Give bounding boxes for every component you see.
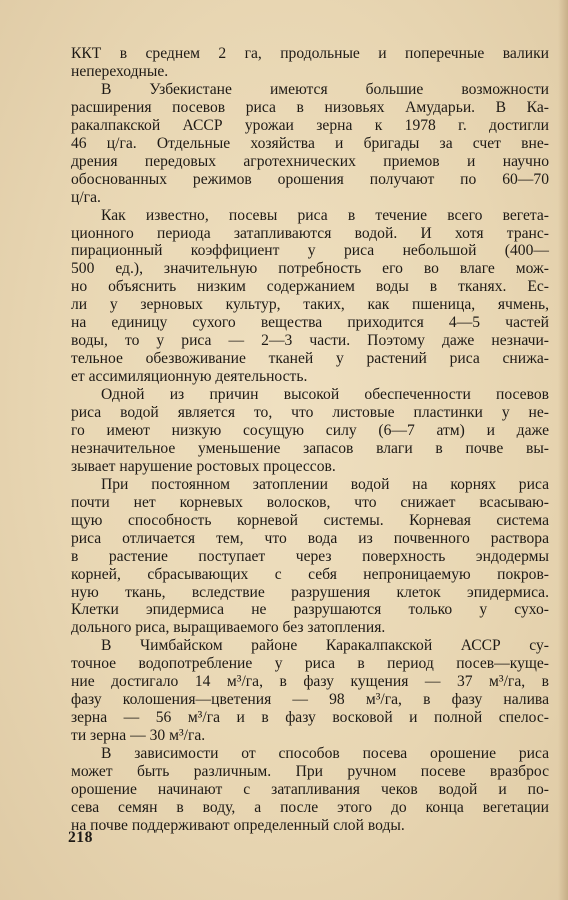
- text-line: на единицу сухого вещества приходится 4—5 частей: [71, 314, 549, 332]
- text-line: обоснованных режимов орошения получают по 60—70: [71, 170, 549, 188]
- text-line: ционного периода затапливаются водой. И хотя транс-: [71, 224, 549, 242]
- text-line: Одной из причин высокой обеспеченности посевов: [101, 386, 549, 404]
- text-line: 500 ед.), значительную потребность его во влаге мож-: [71, 260, 549, 278]
- text-line: дрения передовых агротехнических приемов и научно: [71, 152, 549, 170]
- text-line: ти зерна — 30 м³/га.: [71, 727, 206, 745]
- text-line: зывает нарушение ростовых процессов.: [71, 457, 336, 475]
- text-line: корней, сбрасывающих с себя непроницаемую покров-: [71, 565, 549, 583]
- text-line: ц/га.: [71, 188, 101, 206]
- text-line: щую способность корневой системы. Корневая система: [71, 511, 549, 529]
- text-line: риса водой является то, что листовые пластинки у не-: [71, 404, 549, 421]
- text-line: го имеют низкую сосущую силу (6—7 атм) и даже: [71, 421, 549, 439]
- text-line: на почве поддерживают определенный слой воды.: [71, 816, 405, 834]
- text-line: незначительное уменьшение запасов влаги в почве вы-: [71, 439, 549, 457]
- text-line: Как известно, посевы риса в течение всего вегета-: [101, 206, 549, 224]
- text-line: точное водопотребление у риса в период посев—куще-: [71, 655, 549, 673]
- text-line: сева семян в воду, а после этого до конца вегетации: [71, 798, 549, 816]
- text-line: В зависимости от способов посева орошение риса: [101, 745, 549, 763]
- text-line: 46 ц/га. Отдельные хозяйства и бригады за счет вне-: [71, 134, 549, 152]
- text-line: в растение поступает через поверхность эндодермы: [71, 547, 549, 565]
- text-line: ную ткань, вследствие разрушения клеток эпидермиса.: [71, 583, 549, 601]
- text-line: ет ассимиляционную деятельность.: [71, 368, 308, 386]
- text-line: пирационный коэффициент у риса небольшой (400—: [71, 242, 549, 260]
- text-line: непереходные.: [71, 62, 169, 80]
- text-line: почти нет корневых волосков, что снижает всасываю-: [71, 493, 549, 511]
- text-line: ние достигало 14 м³/га, в фазу кущения — 37 м³/га, в: [71, 673, 549, 691]
- text-line: ракалпакской АССР урожаи зерна к 1978 г. достигли: [71, 116, 549, 134]
- text-line: ли у зерновых культур, таких, как пшеница, ячмень,: [71, 296, 549, 314]
- text-line: фазу колошения—цветения — 98 м³/га, в фазу налива: [71, 691, 549, 709]
- text-line: орошение начинают с затапливания чеков водой и по-: [71, 780, 549, 798]
- text-line: ККТ в среднем 2 га, продольные и поперечные валики: [71, 45, 549, 62]
- text-line: может быть различным. При ручном посеве вразброс: [71, 763, 549, 780]
- text-line: В Чимбайском районе Каракалпакской АССР су-: [101, 637, 549, 655]
- page-number: 218: [68, 829, 93, 846]
- text-line: воды, то у риса — 2—3 части. Поэтому даже незначи-: [71, 332, 549, 350]
- text-line: расширения посевов риса в низовьях Амударьи. В Ка-: [71, 98, 549, 116]
- text-line: При постоянном затоплении водой на корнях риса: [101, 475, 549, 493]
- text-line: дольного риса, выращиваемого без затопления.: [71, 619, 386, 637]
- text-line: риса отличается тем, что вода из почвенного раствора: [71, 529, 549, 547]
- text-line: Клетки эпидермиса не разрушаются только у сухо-: [71, 601, 549, 619]
- text-line: но объяснить низким содержанием воды в тканях. Ес-: [71, 278, 549, 296]
- text-line: В Узбекистане имеются большие возможности: [101, 80, 549, 98]
- text-line: зерна — 56 м³/га и в фазу восковой и полной спелос-: [71, 709, 549, 727]
- text-line: тельное обезвоживание тканей у растений риса снижа-: [71, 350, 549, 368]
